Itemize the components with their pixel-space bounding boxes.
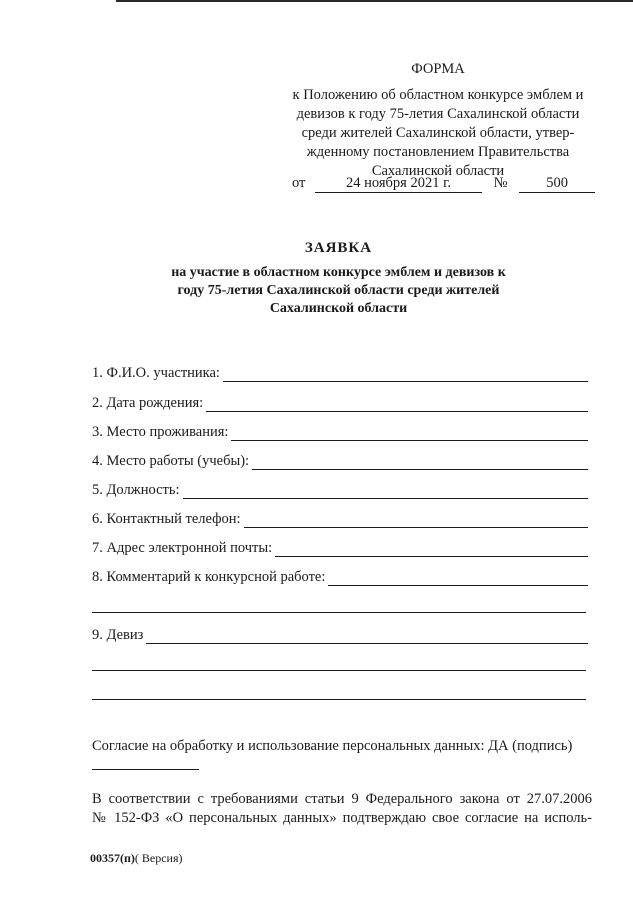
fill-line[interactable] bbox=[146, 629, 588, 644]
legal-paragraph bbox=[92, 790, 592, 828]
fill-line[interactable] bbox=[231, 426, 588, 441]
forma-line: Сахалинской области bbox=[371, 163, 505, 179]
field-label: 4. Место работы (учебы): bbox=[92, 453, 250, 469]
field-phone bbox=[92, 508, 588, 528]
forma-line: среди жителей Сахалинской области, утвер- bbox=[301, 125, 575, 141]
field-label: 1. Ф.И.О. участника: bbox=[92, 365, 220, 381]
resolution-date-row bbox=[292, 174, 595, 193]
number-prefix: № bbox=[493, 175, 508, 191]
motto-extra-line[interactable] bbox=[92, 699, 586, 700]
field-fio bbox=[92, 362, 588, 382]
field-workplace bbox=[92, 450, 588, 470]
fill-line[interactable] bbox=[275, 542, 588, 557]
fill-line[interactable] bbox=[252, 455, 588, 470]
document-subtitle bbox=[92, 264, 585, 318]
date-prefix: от bbox=[292, 175, 306, 191]
date-value: 24 ноября 2021 г. bbox=[315, 175, 482, 193]
field-label: 5. Должность: bbox=[92, 482, 180, 498]
field-motto bbox=[92, 624, 588, 644]
motto-extra-line[interactable] bbox=[92, 670, 586, 671]
fill-line[interactable] bbox=[183, 484, 589, 499]
comment-extra-line[interactable] bbox=[92, 612, 586, 613]
document-version: ( Версия) bbox=[134, 851, 183, 865]
number-value: 500 bbox=[519, 175, 595, 193]
fill-line[interactable] bbox=[223, 367, 588, 382]
paragraph-line: № 152-ФЗ «О персональных данных» подтверждаю свое согласие на исполь- bbox=[92, 810, 592, 826]
fill-line[interactable] bbox=[244, 513, 588, 528]
field-label: 6. Контактный телефон: bbox=[92, 511, 241, 527]
forma-line: к Положению об областном конкурсе эмблем и bbox=[292, 87, 584, 103]
forma-title: ФОРМА bbox=[411, 61, 465, 77]
field-birth-date bbox=[92, 392, 588, 412]
consent-statement: Согласие на обработку и использование персональных данных: ДА (подпись) bbox=[92, 738, 573, 754]
signature-line[interactable] bbox=[92, 769, 199, 770]
field-label: 2. Дата рождения: bbox=[92, 395, 204, 411]
field-position bbox=[92, 479, 588, 499]
forma-header bbox=[270, 60, 606, 181]
document-footer bbox=[90, 851, 183, 866]
paragraph-line: В соответствии с требованиями статьи 9 Федерального закона от 27.07.2006 bbox=[92, 791, 592, 807]
subtitle-line: на участие в областном конкурсе эмблем и девизов к bbox=[171, 265, 506, 280]
subtitle-line: Сахалинской области bbox=[269, 301, 408, 316]
top-border-line bbox=[116, 0, 633, 2]
field-label: 3. Место проживания: bbox=[92, 424, 229, 440]
field-comment bbox=[92, 566, 588, 586]
forma-line: жденному постановлением Правительства bbox=[306, 144, 570, 160]
field-email bbox=[92, 537, 588, 557]
field-residence bbox=[92, 421, 588, 441]
document-code: 00357(п) bbox=[90, 851, 135, 865]
field-label: 8. Комментарий к конкурсной работе: bbox=[92, 569, 326, 585]
field-label: 9. Девиз bbox=[92, 627, 144, 643]
document-title: ЗАЯВКА bbox=[304, 240, 373, 256]
forma-line: девизов к году 75-летия Сахалинской области bbox=[296, 106, 580, 122]
field-label: 7. Адрес электронной почты: bbox=[92, 540, 273, 556]
fill-line[interactable] bbox=[328, 571, 588, 586]
fill-line[interactable] bbox=[206, 397, 588, 412]
subtitle-line: году 75-летия Сахалинской области среди жителей bbox=[177, 283, 500, 298]
